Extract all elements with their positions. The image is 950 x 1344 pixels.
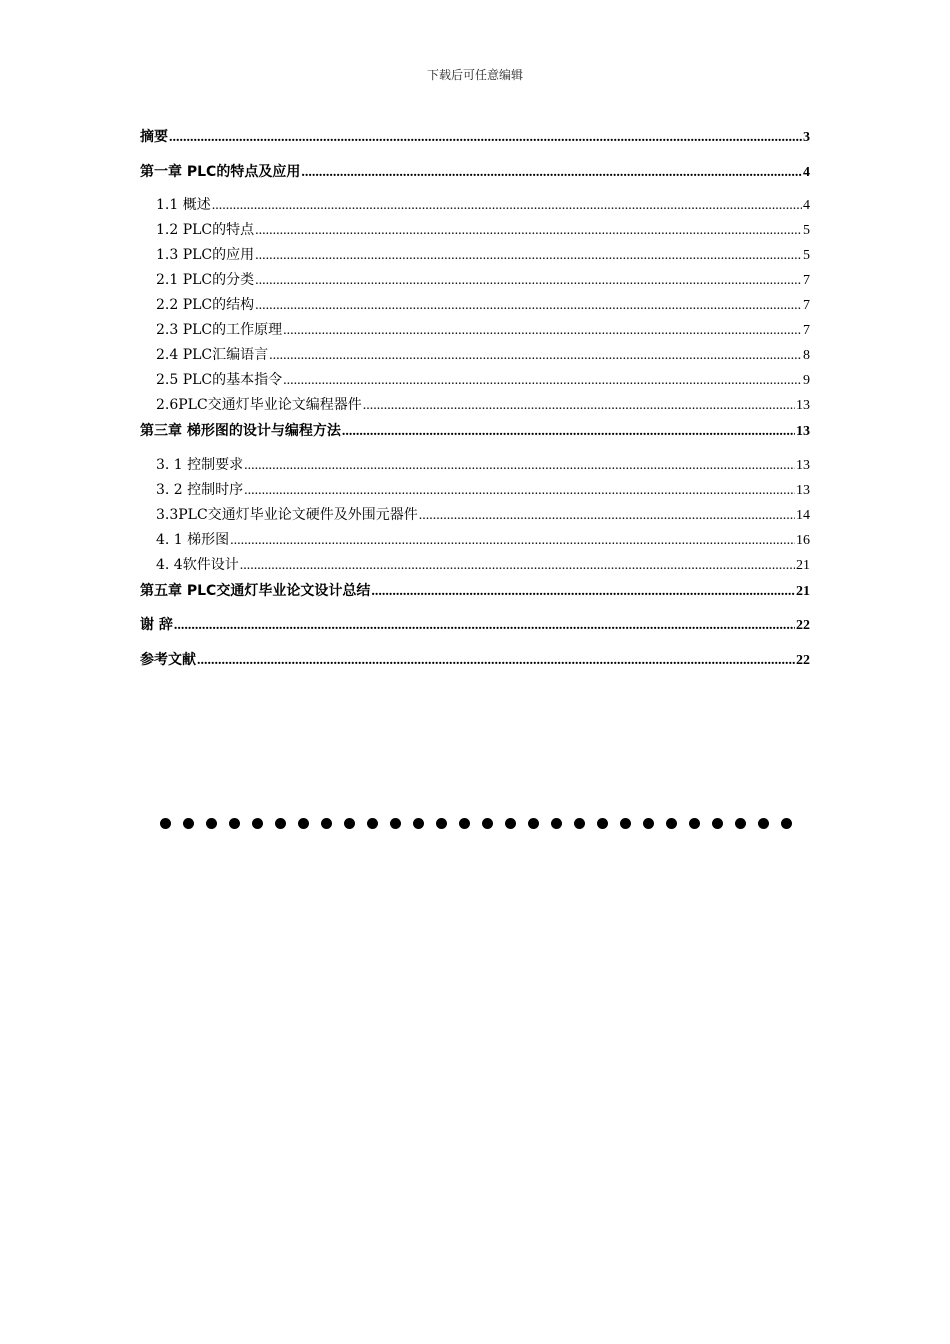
toc-entry-page-number: 4 <box>803 198 810 213</box>
toc-leader-dots <box>255 243 802 268</box>
toc-entry[interactable] <box>140 293 810 318</box>
toc-entry[interactable] <box>140 453 810 478</box>
toc-entry-page-number: 22 <box>796 652 810 668</box>
bullet-dot <box>551 818 562 829</box>
bullet-dot <box>505 818 516 829</box>
toc-entry[interactable] <box>140 124 810 159</box>
toc-entry-label: 1.2 PLC的特点 <box>156 222 255 238</box>
toc-leader-dots <box>255 268 802 293</box>
toc-leader-dots <box>283 368 802 393</box>
toc-leader-dots <box>283 318 802 343</box>
toc-leader-dots <box>255 218 802 243</box>
page-header: 下载后可任意编辑 <box>426 68 523 82</box>
toc-entry-page-number: 21 <box>796 583 810 599</box>
toc-entry-page-number: 13 <box>796 424 810 439</box>
bullet-dot <box>643 818 654 829</box>
toc-leader-dots <box>244 453 795 478</box>
bullet-dot <box>620 818 631 829</box>
bullet-dot <box>413 818 424 829</box>
bullet-dot <box>252 818 263 829</box>
toc-entry-page-number: 7 <box>803 298 810 313</box>
bullet-dot <box>206 818 217 829</box>
toc-entry-label: 3. 2 控制时序 <box>156 481 244 498</box>
toc-entry[interactable] <box>140 528 810 553</box>
toc-entry-page-number: 7 <box>803 273 810 288</box>
toc-leader-dots <box>169 125 802 151</box>
bullet-dot <box>436 818 447 829</box>
toc-entry-label: 2.2 PLC的结构 <box>156 297 255 313</box>
toc-entry-page-number: 8 <box>803 348 810 363</box>
bullet-dot <box>781 818 792 829</box>
toc-entry[interactable] <box>140 478 810 503</box>
toc-entry-page-number: 16 <box>796 532 810 548</box>
bullet-dot <box>229 818 240 829</box>
toc-entry-label: 2.5 PLC的基本指令 <box>156 372 283 388</box>
toc-leader-dots <box>212 193 802 218</box>
toc-entry[interactable] <box>140 612 810 647</box>
bullet-dot <box>758 818 769 829</box>
toc-entry-label: 参考文献 <box>140 651 196 668</box>
toc-entry-label: 谢 辞 <box>140 617 173 633</box>
toc-leader-dots <box>197 648 795 674</box>
bullet-dot <box>275 818 286 829</box>
bullet-dot <box>390 818 401 829</box>
toc-entry-page-number: 13 <box>796 457 810 473</box>
toc-entry[interactable] <box>140 268 810 293</box>
toc-entry[interactable] <box>140 393 810 418</box>
toc-leader-dots <box>244 478 795 503</box>
toc-entry-label: 4. 1 梯形图 <box>156 531 230 548</box>
toc-entry[interactable] <box>140 368 810 393</box>
toc-entry-page-number: 13 <box>796 482 810 498</box>
toc-entry[interactable] <box>140 343 810 368</box>
toc-leader-dots <box>240 553 795 578</box>
bullet-dot <box>712 818 723 829</box>
toc-entry-label: 第五章 PLC交通灯毕业论文设计总结 <box>140 582 371 599</box>
toc-entry-label: 第一章 PLC的特点及应用 <box>140 163 301 180</box>
toc-entry[interactable] <box>140 218 810 243</box>
toc-entry[interactable] <box>140 318 810 343</box>
toc-entry-page-number: 9 <box>803 373 810 388</box>
bullet-dot <box>344 818 355 829</box>
toc-entry[interactable] <box>140 578 810 613</box>
toc-entry[interactable] <box>140 553 810 578</box>
toc-entry-label: 3.3PLC交通灯毕业论文硬件及外围元器件 <box>156 506 418 523</box>
bullet-dot <box>574 818 585 829</box>
bullet-dot <box>735 818 746 829</box>
toc-entry-label: 1.3 PLC的应用 <box>156 247 255 263</box>
toc-entry-label: 2.1 PLC的分类 <box>156 272 255 288</box>
toc-leader-dots <box>371 579 795 605</box>
toc-entry-label: 摘要 <box>140 129 168 145</box>
bullet-dot <box>160 818 171 829</box>
toc-entry[interactable] <box>140 418 810 453</box>
toc-entry-page-number: 4 <box>803 164 810 180</box>
toc-entry-label: 2.6PLC交通灯毕业论文编程器件 <box>156 397 362 413</box>
toc-leader-dots <box>230 528 795 553</box>
toc-entry[interactable] <box>140 647 810 682</box>
toc-entry-label: 第三章 梯形图的设计与编程方法 <box>140 423 341 439</box>
bullet-dot <box>597 818 608 829</box>
toc-entry-page-number: 22 <box>796 618 810 633</box>
toc-entry-page-number: 14 <box>796 507 810 523</box>
table-of-contents <box>140 124 810 681</box>
bullet-dot <box>367 818 378 829</box>
toc-entry-label: 2.3 PLC的工作原理 <box>156 322 283 338</box>
bullet-dot <box>666 818 677 829</box>
toc-leader-dots <box>363 393 795 418</box>
toc-entry[interactable] <box>140 159 810 194</box>
toc-leader-dots <box>301 160 802 186</box>
toc-entry-page-number: 5 <box>803 248 810 263</box>
toc-entry-label: 3. 1 控制要求 <box>156 456 244 473</box>
toc-entry[interactable] <box>140 503 810 528</box>
toc-entry-label: 1.1 概述 <box>156 197 211 213</box>
bullet-dot <box>321 818 332 829</box>
toc-entry-label: 4. 4软件设计 <box>156 556 239 573</box>
toc-entry-label: 2.4 PLC汇编语言 <box>156 347 269 363</box>
toc-entry-page-number: 3 <box>803 130 810 145</box>
toc-leader-dots <box>269 343 802 368</box>
toc-entry[interactable] <box>140 243 810 268</box>
toc-entry-page-number: 7 <box>803 323 810 338</box>
toc-leader-dots <box>342 419 795 445</box>
bullet-dot <box>459 818 470 829</box>
toc-entry[interactable] <box>140 193 810 218</box>
toc-leader-dots <box>419 503 795 528</box>
bullet-dot <box>183 818 194 829</box>
bullet-dot <box>528 818 539 829</box>
bullet-separator-row <box>160 812 792 834</box>
toc-leader-dots <box>255 293 802 318</box>
toc-entry-page-number: 21 <box>796 557 810 573</box>
toc-entry-page-number: 5 <box>803 223 810 238</box>
bullet-dot <box>298 818 309 829</box>
bullet-dot <box>689 818 700 829</box>
toc-entry-page-number: 13 <box>796 398 810 413</box>
toc-leader-dots <box>174 613 795 639</box>
bullet-dot <box>482 818 493 829</box>
